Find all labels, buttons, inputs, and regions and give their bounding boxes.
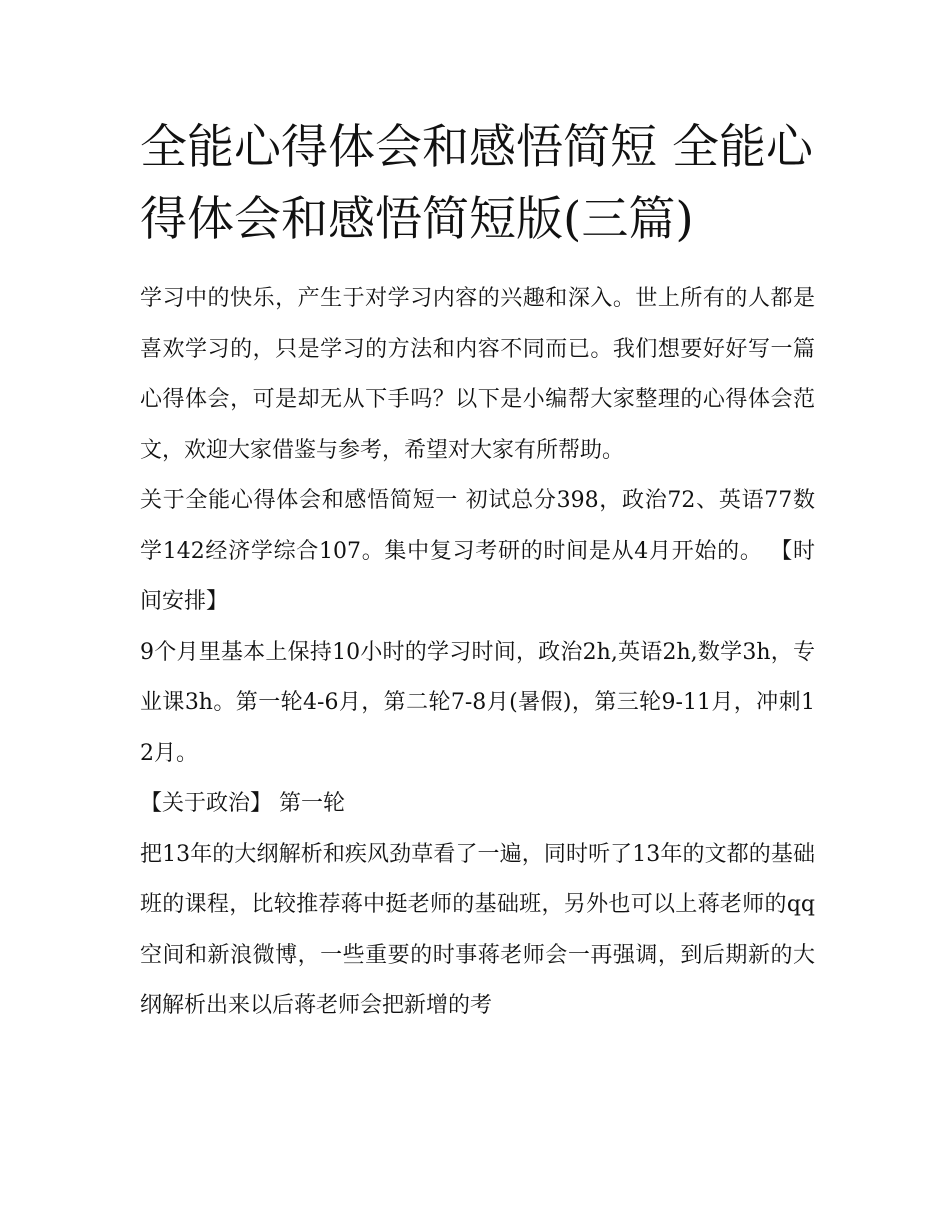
paragraph-schedule: 9个月里基本上保持10小时的学习时间，政治2h,英语2h,数学3h，专业课3h。第一轮4-6月，第二轮7-8月(暑假)，第三轮9-11月，冲刺12月。 xyxy=(140,639,815,766)
document-page xyxy=(140,112,815,1032)
document-title: 全能心得体会和感悟简短 全能心得体会和感悟简短版(三篇) xyxy=(140,120,813,247)
paragraph-politics-heading: 【关于政治】 第一轮 xyxy=(140,791,345,816)
paragraph-scores: 关于全能心得体会和感悟简短一 初试总分398，政治72、英语77数学142经济学综合107。集中复习考研的时间是从4月开始的。 【时间安排】 xyxy=(140,488,815,614)
paragraph-intro: 学习中的快乐，产生于对学习内容的兴趣和深入。世上所有的人都是喜欢学习的，只是学习的方法和内容不同而已。我们想要好好写一篇心得体会，可是却无从下手吗？以下是小编帮大家整理的心得体会范文，欢迎大家借鉴与参考，希望对大家有所帮助。 xyxy=(140,286,815,463)
paragraph-politics-body: 把13年的大纲解析和疾风劲草看了一遍，同时听了13年的文都的基础班的课程，比较推荐蒋中挺老师的基础班，另外也可以上蒋老师的qq空间和新浪微博，一些重要的时事蒋老师会一再强调，到后期新的大纲解析出来以后蒋老师会把新增的考 xyxy=(140,841,815,1018)
